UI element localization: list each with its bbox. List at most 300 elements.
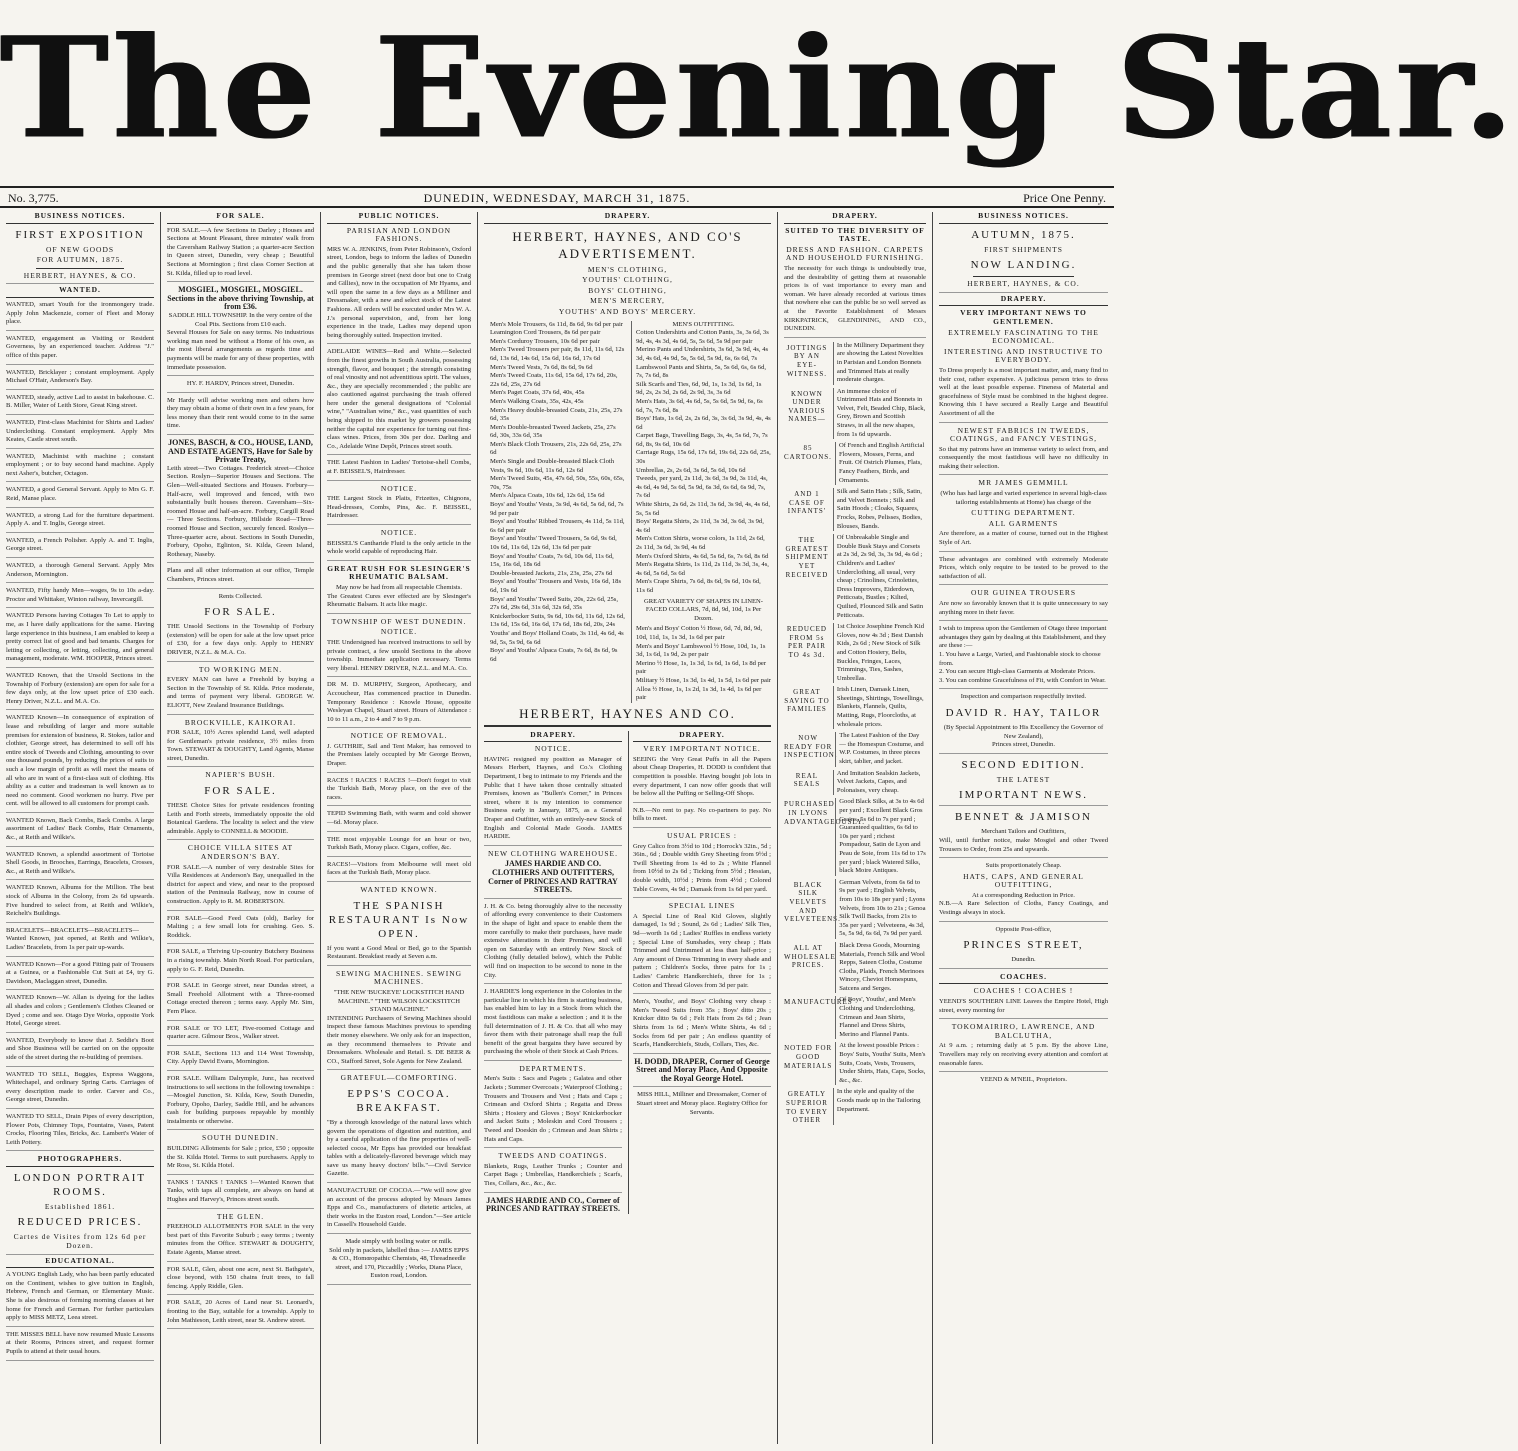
epps-cocoa: EPPS'S COCOA. BREAKFAST. xyxy=(347,1087,451,1114)
ad-heading: DEPARTMENTS. xyxy=(519,1063,587,1073)
ad: FOR SALE or TO LET, Five-roomed Cottage and quarter acre. Gilmour Bros., Walker street. xyxy=(167,1025,314,1046)
column-header: DRAPERY. xyxy=(484,731,622,743)
list-item: Merino ½ Hose, 1s, 1s 3d, 1s 6d, 1s 6d, 1s 8d per pair xyxy=(636,659,767,676)
list-item: Men's Black Cloth Trousers, 21s, 22s 6d, 25s, 27s 6d xyxy=(490,440,622,457)
row-text: And Imitation Sealskin Jackets, Velvet Jackets, Capes, and Polonaises, very cheap. xyxy=(833,770,926,796)
london-portrait-title: LONDON PORTRAIT ROOMS. xyxy=(13,1171,147,1198)
row xyxy=(784,770,926,796)
ad: A YOUNG English Lady, who has been partly educated on the Continent, wishes to give tuition in English, Hebrew, French and German, or Elementary Music. She is also desirous of forming morning classes at her home for French and German. For further particulars apply to MISS METZ, Leea street. xyxy=(6,1271,154,1327)
ad: WANTED, First-class Machinist for Shirts and Ladies' Underclothing. Constant employment. Apply Mrs Keates, Castle street south. xyxy=(6,419,154,449)
column-header: PUBLIC NOTICES. xyxy=(327,212,471,224)
row-text: Of French and English Artificial Flowers, Mosses, Ferns, and Fruit. Of Ostrich Plumes, Flats, Fancy Feathers, Birds, and Ornaments. xyxy=(835,442,926,485)
ad-heading: NOTICE. xyxy=(534,744,572,754)
column-business-notices-right xyxy=(932,212,1114,1444)
ad: RACES!—Visitors from Melbourne will meet old faces at the Turkish Bath, Moray place. xyxy=(327,861,471,882)
ad: FOR SALE.—A number of very desirable Sites for Villa Residences at Anderson's Bay, unequalled in the district for aspect and view, and near to the proposed station of the Peninsula Railway, now in course of construction. Apply to R. M. ROBERTSON. xyxy=(167,864,314,911)
ad-line: Opposite Post-office, xyxy=(995,925,1052,933)
column-header: DRAPERY. xyxy=(784,212,926,224)
row-text: 1st Choice Josephine French Kid Gloves, now 4s 3d ; Best Danish Kids, 2s 6d ; New Stock of Silk and Cotton Hosiery, Belts, Buckles, Fringes, Laces, Trimmings, Ties, Sashes, Umbrellas. xyxy=(833,623,926,683)
ad-heading: TOKOMAIRIRO, LAWRENCE, AND BALCLUTHA, xyxy=(951,1022,1096,1040)
london-cartes: Cartes de Visites from 12s 6d per Dozen. xyxy=(6,1233,154,1254)
ad-heading: MOSGIEL, MOSGIEL, MOSGIEL. Sections in the above thriving Township, at from £36. xyxy=(167,285,314,312)
ad-line: "THE NEW 'BUCKEYE' LOCKSTITCH HAND MACHINE." "THE WILSON LOCKSTITCH STAND MACHINE." xyxy=(333,988,465,1014)
ad: N.B.—No rent to pay. No co-partners to pay. No bills to meet. xyxy=(633,807,771,828)
autumn-sub: FIRST SHIPMENTS xyxy=(984,244,1063,254)
ad-line: Rents Collected. xyxy=(218,592,263,600)
ad: THE Unsold Sections in the Township of Forbury (extension) will be open for sale at the low upset price of £30, for a few days only. Apply to HENRY DRIVER, N.Z.L. & M.A. Co. xyxy=(167,623,314,661)
list-item: Men's Cotton Shirts, worse colors, 1s 11d, 2s 6d, 2s 11d, 3s 6d, 3s 9d, 4s 6d xyxy=(636,535,765,551)
ad: EVERY MAN can have a Freehold by buying a Section in the Township of St. Kilda. Price moderate, and terms of payment very liberal. GEORGE W. ELIOTT, New Zealand Insurance Buildings. xyxy=(167,676,314,714)
subtitle: MEN'S CLOTHING, xyxy=(587,264,668,274)
ad-heading: NOTICE. xyxy=(380,483,418,493)
ad: WANTED, Bricklayer ; constant employment. Apply Michael O'Hair, Anderson's Bay. xyxy=(6,369,154,390)
latest: THE LATEST xyxy=(996,774,1051,784)
ad: To Dress properly is a most important matter, and, many find to their cost, rather expensive. A judicious person tries to dress well at the least possible expense. Fineness of Material and gracefulness of Style must be combined in the highest degree. Knowing this I have secured a Really Large and Beautiful Assortment of all the xyxy=(939,367,1108,423)
ad: FREEHOLD ALLOTMENTS FOR SALE in the very best part of this Favorite Suburb ; easy terms ; twenty minutes from the Office. STEWART & DOUGHTY, Estate Agents, Manse street. xyxy=(167,1223,314,1261)
herbert-haynes-footer: HERBERT, HAYNES AND CO. xyxy=(484,707,771,727)
row xyxy=(784,879,926,939)
ad: DR M. D. MURPHY, Surgeon, Apothecary, and Accoucheur, Has commenced practice in Dunedin. Temporary Residence : Knowle House, opposite Wesleyan Chapel, Stuart street. Hours of Attendance : 10 to 11 a.m., 2 to 4 and 7 to 9 p.m. xyxy=(327,681,471,728)
ad: MRS W. A. JENKINS, from Peter Robinson's, Oxford street, London, begs to inform the ladies of Dunedin and the public generally that she has taken those premises in George street (next door but one to Craig and Gillies), now in the occupation of Mr Hyams, and will open the same in a few days as a Milliner and Dressmaker, with a new and select stock of the Latest Fashions. All orders will be executed under Mrs W. A. J.'s personal supervision, and, from her long experience in the trade, Ladies may depend upon being thoroughly suited. Inspection invited. xyxy=(327,246,471,345)
column-header: DRAPERY. xyxy=(484,212,771,224)
ad: TEPID Swimming Bath, with warm and cold shower—6d. Moray place. xyxy=(327,810,471,831)
ad: J. HARDIE'S long experience in the Colonies in the particular line in which his firm is starting business, has enabled him to lay in a Stock from which the most fastidious can make a selection ; and it is the full determination of J. H. & Co. that all who may favor them with their patronage shall reap the full benefit of the great bargains they have secured by purchasing the whole of their Stock at Cash Prices. xyxy=(484,988,622,1061)
row xyxy=(784,732,926,766)
ad-heading: SADDLE HILL TOWNSHIP. In the very centre of the Coal Pits. Sections from £10 each. xyxy=(168,311,313,328)
ad: WANTED, Machinist with machine ; constant employment ; or to buy second hand machine. Apply next Asher's, butcher, Octagon. xyxy=(6,453,154,483)
row-text: Silk and Satin Hats ; Silk, Satin, and Velvet Bonnets ; Silk and Satin Hoods ; Cloaks, Squares, Frocks, Robes, Pelisses, Bodies, Blouses, Bands. xyxy=(833,488,926,531)
row-text: Of Boys', Youths', and Men's Clothing and Underclothing, Crimean and Jean Shirts, Flannel and Dress Shirts, Merino and Flannel Pants. xyxy=(835,996,926,1039)
wanted-ads xyxy=(6,301,154,1151)
ad: J. H. & Co. being thoroughly alive to the necessity of affording every convenience to their Customers in the shape of light and space to enable them the more carefully to make their purchases, have made extensive alterations in their Premises, and will open on Saturday with an entirely New Stock of Clothing (fully detailed below), which the Public will find on inspection to be second to none in the City. xyxy=(484,903,622,984)
place-date: DUNEDIN, WEDNESDAY, MARCH 31, 1875. xyxy=(423,191,691,205)
ad: THE most enjoyable Lounge for an hour or two, Turkish Bath, Moray place. Cigars, coffee, &c. xyxy=(327,836,471,857)
list-item: Men's Hats, 3s 6d, 4s 6d, 5s, 5s 6d, 5s 9d, 6s, 6s 6d, 7s, 7s 6d, 8s xyxy=(636,397,763,414)
row-label: NOW READY FOR INSPECTION. xyxy=(784,734,838,760)
price: Price One Penny. xyxy=(1023,191,1106,205)
list-item: Men's Alpaca Coats, 10s 6d, 12s 6d, 15s 6d xyxy=(490,492,605,500)
ad: THESE Choice Sites for private residences fronting Leith and Forth streets, immediately opposite the old Botanical Gardens. The locality is select and the view admirable. Apply to CONNELL & MOODIE. xyxy=(167,802,314,840)
column-business-notices xyxy=(0,212,160,1444)
first-exposition-title: FIRST EXPOSITION xyxy=(15,228,145,241)
intro: The necessity for such things is undoubtedly true, and the desirability of getting them at reasonable prices is of vast importance to every man and woman. We have already recorded at various times that nowhere else can the public be so well served as at the Favorite Establishment of Messrs KIRKPATRICK, GLENDINING, AND CO., DUNEDIN. xyxy=(784,265,926,338)
section-header-wanted: WANTED. xyxy=(6,286,154,298)
ad: "By a thorough knowledge of the natural laws which govern the operations of digestion and nutrition, and by a careful application of the fine properties of well-selected cocoa, Mr Epps has provided our breakfast tables with a delicately-flavored beverage which may save us many heavy doctors' bills."—Civil Service Gazette. xyxy=(327,1119,471,1183)
ad-heading: COACHES ! COACHES ! xyxy=(973,986,1074,996)
ad: ADELAIDE WINES—Red and White.—Selected from the finest growths in South Australia, possessing strength, flavor, and bouquet ; the strength consisting of real vinosity and not adventitious spirit. The values, &c., they are specially recommended ; the public are also cautioned against purchasing the trash offered here under the general designations of "Colonial wine," "Australian wine," &c., vast quantities of such being shipped to this market by growers possessing neither the capital nor experience for turning out first-class wines. Prices, from 30s per doz. Darling and Co., Adelaide Wine Depôt, Princes street south. xyxy=(327,348,471,455)
ad: SEEING the Very Great Puffs in all the Papers about Cheap Draperies, H. DODD is confident that competition is possible. Having bought job lots in every department, I can now offer goods that will be below all the Puffing or Selling-Off Shops. xyxy=(633,756,771,803)
ad: Men's, Youths', and Boys' Clothing very cheap : Men's Tweed Suits from 35s ; Boys' ditto 20s ; Knicker ditto 9s 6d ; Felt Hats from 2s 6d ; Jean Shirts from 1s 6d ; Men's White Shirts, 4s 6d ; Socks from 6d per pair ; An endless quantity of Scarfs, Handkerchiefs, Studs, Collars, Ties, &c. xyxy=(633,998,771,1054)
ad-heading: TWEEDS AND COATINGS. xyxy=(498,1151,608,1161)
list-item: Men's Paget Coats, 37s 6d, 40s, 45s xyxy=(490,389,585,397)
row-label: KNOWN UNDER VARIOUS NAMES— xyxy=(788,389,826,424)
row-label: REAL SEALS xyxy=(793,771,821,789)
gemmill-heading: VERY IMPORTANT NEWS TO GENTLEMEN. xyxy=(960,308,1087,326)
ad-heading: JONES, BASCH, & CO., HOUSE, LAND, AND ESTATE AGENTS, Have for Sale by Private Treaty, xyxy=(168,438,313,465)
ad: WANTED Known—W. Allan is dyeing for the ladies all shades and colors ; Gentlemen's Clothes Cleaned or Dyed ; come and see. Otago Dye Works, opposite York Hotel, George street. xyxy=(6,994,154,1032)
gemmill-heading: CUTTING DEPARTMENT. xyxy=(971,508,1076,518)
ad: THE Undersigned has received instructions to sell by private contract, a few unsold Sections in the above township. Immediate application necessary. Terms very liberal. HENRY DRIVER, N.Z.L. and M.A. Co. xyxy=(327,639,471,677)
list-item: Military ½ Hose, 1s 3d, 1s 4d, 1s 5d, 1s 6d per pair xyxy=(636,676,771,684)
list-item: Carpet Bags, Travelling Bags, 3s, 4s, 5s 6d, 7s, 7s 6d, 8s, 9s 6d, 10s 6d xyxy=(636,432,768,448)
ad-line: Suits proportionately Cheap. xyxy=(985,862,1062,870)
column-header: BUSINESS NOTICES. xyxy=(939,212,1108,224)
list-item: 2. You can secure High-class Garments at Moderate Prices. xyxy=(939,668,1096,676)
ad-line: (By Special Appointment to His Excellency the Governor of New Zealand), xyxy=(943,723,1104,740)
list-item: Men's and Boys' Cotton ½ Hose, 6d, 7d, 8d, 9d, 10d, 11d, 1s, 1s 3d, 1s 6d per pair xyxy=(636,625,763,641)
list-item: White Shirts, 2s 6d, 2s 11d, 3s 6d, 3s 9d, 4s, 4s 6d, 5s, 5s 6d xyxy=(636,501,771,517)
list-item: Merino Pants and Undershirts, 3s 6d, 3s 9d, 4s, 4s 3d, 4s 6d, 4s 9d, 5s, 5s 6d, 5s 9d, 6s, 6s 6d, 7s xyxy=(636,346,769,362)
list-item: Boys' and Youths' Tweed Trousers, 5s 6d, 9s 6d, 10s 6d, 11s 6d, 12s 6d, 13s 6d per pair xyxy=(490,535,617,551)
subtitle: MEN'S MERCERY, xyxy=(590,296,665,306)
list-item: Lambswool Pants and Shirts, 5s, 5s 6d, 6s, 6s 6d, 7s, 7s 6d, 8s xyxy=(636,363,767,380)
list-item: Men's Tweed Suits, 45s, 47s 6d, 50s, 55s, 60s, 65s, 70s, 75s xyxy=(490,475,625,491)
ad: WANTED, Fifty handy Men—wages, 9s to 10s a-day. Proctor and Whittaker, Winton railway, Invercargill. xyxy=(6,587,154,608)
ad: Several Houses for Sale on easy terms. No industrious working man need be without a Home of his own, as the most liberal arrangements as regards time and payments will be made for any of these properties, with immediate possession. xyxy=(167,329,314,376)
list-item: Tweeds, per yard, 2s 11d, 3s 6d, 3s 9d, 3s 11d, 4s, 4s 6d, 4s 9d, 5s 6d, 5s 9d, 6s 3d, 6s 6d, 6s 9d, 7s, 7s 6d xyxy=(636,475,768,500)
ad-heading: GREAT RUSH FOR SLESINGER'S RHEUMATIC BALSAM. xyxy=(327,563,471,582)
dateline xyxy=(0,186,1114,208)
ad-heading: NOTICE OF REMOVAL. xyxy=(350,731,448,741)
row xyxy=(784,623,926,683)
ad: HAVING resigned my position as Manager of Messrs Herbert, Haynes, and Co.'s Clothing Department, I beg to intimate to my Friends and the Public that I have taken those centrally situated Premises, known as "Bullen's Corner," in Princes street, where it is my intention to commence Business early in January, 1875, as a General Draper and Outfitter, with an entirely-new Stock of English and Colonial Made Goods. JAMES HARDIE. xyxy=(484,756,622,846)
clothing-price-list xyxy=(484,321,625,703)
ad: Will, until further notice, make Mosgiel and other Tweed Trousers to Order, from 25s and upwards. xyxy=(939,837,1108,858)
row-text: Irish Linen, Damask Linen, Sheetings, Shirtings, Towellings, Blankets, Flannels, Quilts, Matting, Rugs, Floorcloths, at wholesale prices. xyxy=(833,686,926,729)
row xyxy=(784,686,926,729)
subtitle: YOUTHS' CLOTHING, xyxy=(582,275,673,285)
row-label: PURCHASED IN LYONS ADVANTAGEOUSLY. xyxy=(784,800,865,826)
row-text: An immense choice of Untrimmed Hats and Bonnets in Velvet, Felt, Beaded Chip, Black, Grey, Brown and Scottish Straws, in all the new shapes, from 1s 6d upwards. xyxy=(833,388,926,440)
ad-heading: NOTICE. xyxy=(380,627,418,637)
row xyxy=(784,942,926,994)
ad: THE MISSES BELL have now resumed Music Lessons at their Rooms, Princes street, and request former Pupils to attend at their usual hours. xyxy=(6,1331,154,1361)
row-text: In the Millinery Department they are showing the Latest Novelties in Parisian and London Bonnets and Trimmed Hats at really moderate charges. xyxy=(833,342,926,385)
ad-line: (Who has had large and varied experience in several high-class tailoring establishments at Home) has charge of the xyxy=(940,490,1107,506)
row-label: MANUFACTURES xyxy=(784,998,853,1007)
row-label: REDUCED FROM 5s PER PAIR TO 4s 3d. xyxy=(786,625,827,659)
ad-heading: NOTICE. xyxy=(380,528,418,537)
ad-heading: TO WORKING MEN. xyxy=(198,664,283,674)
ad-line: At a corresponding Reduction in Price. xyxy=(972,891,1075,899)
issue-number: No. 3,775. xyxy=(8,191,59,205)
ad: INTENDING Purchasers of Sewing Machines should inspect these famous Machines previous to spending their money elsewhere. We only ask for an inspection, as they recommend themselves to Private and Dressmakers. Wholesale and Retail. S. DE BEER & CO., Stafford Street, Sole Agents for New Zealand. xyxy=(327,1015,471,1071)
autumn-firm: HERBERT, HAYNES, & CO. xyxy=(939,280,1108,293)
ad: WANTED, steady, active Lad to assist in bakehouse. C. B. Miller, Water of Leith Store, Great King street. xyxy=(6,394,154,415)
important-news: IMPORTANT NEWS. xyxy=(939,788,1108,806)
first-exposition-firm: HERBERT, HAYNES, & CO. xyxy=(6,272,154,285)
list-item: Men's Oxford Shirts, 4s 6d, 5s 6d, 6s, 7s 6d, 8s 6d xyxy=(636,552,769,560)
gemmill-heading: NEWEST FABRICS IN TWEEDS, COATINGS, and FANCY VESTINGS, xyxy=(950,425,1097,444)
ad-heading: FOR SALE. xyxy=(204,606,277,619)
divider xyxy=(973,276,1074,277)
ad-line: Dunedin. xyxy=(939,956,1108,969)
ad: Leith street—Two Cottages. Frederick street—Choice Section. Roslyn—Superior Houses and Sections. The Glen—Well-situated Sections and Houses. Forbury—Half-acre, well improved and fenced, with two substantially built houses thereon. Caversham—Six-roomed House and half-an-acre. Forbury, Cargill Road — Three Sections. Forbury, Hillside Road—Three-roomed House and Section, securely fenced. Roslyn—Three-quarter acre, about. Sections in South Dunedin, Forbury, Opoho, Eglinton, St. Kilda, Green Island, Rothesay, Naseby. xyxy=(167,465,314,564)
first-exposition-sub: OF NEW GOODS xyxy=(45,244,115,254)
list-item: Umbrellas, 2s, 2s 6d, 3s 6d, 5s 6d, 10s 6d xyxy=(636,466,746,474)
row-label: THE GREATEST SHIPMENT YET RECEIVED xyxy=(785,536,829,579)
ad-line: Made simply with boiling water or milk. xyxy=(345,1238,453,1246)
list-item: Men's Single and Double-breasted Black Cloth Vests, 9s 6d, 10s 6d, 11s 6d, 12s 6d xyxy=(490,458,615,474)
ad: WANTED TO SELL, Drain Pipes of every description, Flower Pots, Chimney Tops, Fountains, Vases, Patent Crocks, Flooring Tiles, Bricks, &c. Lambert's Water of Leith Pottery. xyxy=(6,1113,154,1151)
list-item: Men's Crape Shirts, 7s 6d, 8s 6d, 9s 6d, 10s 6d, 11s 6d xyxy=(636,578,761,594)
ad: These advantages are combined with extremely Moderate Prices, which only require to be tested to be proved to the satisfaction of all. xyxy=(939,556,1108,586)
section-header-coaches: COACHES. xyxy=(939,973,1108,985)
row xyxy=(784,534,926,620)
list-item: Boys' Regatta Shirts, 2s 11d, 3s 3d, 3s 6d, 3s 9d, 4s 6d xyxy=(636,518,764,534)
lower-drapery xyxy=(484,731,771,1214)
autumn-title: AUTUMN, 1875. xyxy=(971,228,1076,241)
price-lists xyxy=(484,321,771,703)
ad: A Special Line of Real Kid Gloves, slightly damaged, 1s 9d ; Sound, 2s 6d ; Ladies' Silk Ties, 9d—worth 1s 6d ; Ladies' Ruffles in endless variety ; Special Line of Sunshades, very cheap ; Hats Trimmed and Untrimmed at less than half-price ; Any amount of Dress Trimming in every shade and pattern ; Children's Socks, three pairs for 1s ; Ladies' Cambric Handkerchiefs, three for 1s ; Cotton and Thread Gloves from 3d per pair. xyxy=(633,913,771,994)
gemmill-heading: INTERESTING AND INSTRUCTIVE TO EVERYBODY. xyxy=(943,346,1104,365)
masthead xyxy=(0,0,1518,180)
ad: FOR SALE, 10½ Acres splendid Land, well adapted for Gentleman's private residence, 3½ miles from Town. STEWART & DOUGHTY, Land Agents, Manse street, Dunedin. xyxy=(167,729,314,767)
suited-subtitle: DRESS AND FASHION. CARPETS AND HOUSEHOLD FURNISHING. xyxy=(785,244,925,263)
ad-heading: THE GLEN. xyxy=(216,1211,265,1221)
row-text: The Latest Fashion of the Day — the Homespun Costume, and W.P. Costumes, in three pieces skirt, tablier, and jacket. xyxy=(835,732,926,766)
ad-heading: H. DODD, DRAPER, Corner of George Street and Moray Place, And Opposite the Royal George Hotel. xyxy=(633,1058,771,1088)
row-label: 85 CARTOONS. xyxy=(784,444,832,461)
list-item: Boys' and Youths' Ribbed Trousers, 4s 11d, 5s 11d, 6s 6d per pair xyxy=(490,518,625,534)
ad-line: May now be had from all respectable Chemists. xyxy=(336,583,462,591)
list-item: Men's Mole Trousers, 6s 11d, 8s 6d, 9s 6d per pair xyxy=(490,320,624,328)
ad-heading: JAMES HARDIE AND CO. CLOTHIERS AND OUTFITTERS, Corner of PRINCES AND RATTRAY STREETS. xyxy=(484,860,622,898)
hardie-advertisement xyxy=(484,731,622,1214)
bennet-jamison: BENNET & JAMISON xyxy=(955,811,1092,824)
second-edition: SECOND EDITION. xyxy=(961,758,1086,771)
ad-heading: SPECIAL LINES xyxy=(668,901,736,911)
ad: WANTED, a strong Lad for the furniture department. Apply A. and T. Inglis, George street. xyxy=(6,512,154,533)
ad-line: Inspection and comparison respectfully invited. xyxy=(960,693,1087,701)
ad: BEISSEL'S Cantharide Fluid is the only article in the whole world capable of reproducing Hair. xyxy=(327,540,471,561)
section-header-drapery: DRAPERY. xyxy=(939,295,1108,307)
ad: Mr Hardy will advise working men and others how they may obtain a home of their own in a few years, for less money than their rent would come to in the same time. xyxy=(167,397,314,435)
ad-line: Merchant Tailors and Outfitters, xyxy=(981,828,1066,836)
ad: WANTED Known, a splendid assortment of Tortoise Shell Goods, in Brooches, Earrings, Bracelets, Crosses, &c., at Reith and Wilkie's. xyxy=(6,851,154,881)
ad-heading: FOR SALE. xyxy=(204,785,277,798)
subtitle: YOUTHS' AND BOYS' MERCERY. xyxy=(558,306,697,316)
ad-line: Princes street, Dunedin. xyxy=(939,741,1108,754)
first-exposition-season: FOR AUTUMN, 1875. xyxy=(36,255,124,265)
ad: FOR SALE, 20 Acres of Land near St. Leonard's, fronting to the Bay, suitable for a township. Apply to John Mathieson, Leith street, near St. Andrew street. xyxy=(167,1299,314,1329)
row-text: Black Dress Goods, Mourning Materials, French Silk and Wool Repps, Sateen Cloths, Costume Cloths, Plaids, French Merinoes Wincey, Cheviot Homespuns, Satcens and Serges. xyxy=(835,942,926,994)
ad-heading: CHOICE VILLA SITES AT ANDERSON'S BAY. xyxy=(187,843,294,862)
ad: BUILDING Allotments for Sale ; price, £50 ; opposite the St. Kilda Hotel. Terms to suit purchasers. Apply to Mr Ross, St. Kilda Hotel. xyxy=(167,1145,314,1175)
ad: YEEND'S SOUTHERN LINE Leaves the Empire Hotel, High street, every morning for xyxy=(939,998,1108,1019)
list-item: Men's Tweed Coats, 11s 6d, 15s 6d, 17s 6d, 20s, 22s 6d, 25s, 27s 6d xyxy=(490,372,618,388)
outfitting-price-list xyxy=(631,321,771,703)
collars-variety: GREAT VARIETY OF SHAPES IN LINEN-FACED COLLARS, 7d, 8d, 9d, 10d, 1s Per Dozen. xyxy=(644,597,763,622)
ad: I wish to impress upon the Gentlemen of Otago three important advantages they gain by dealing at this Establishment, and they are these :— xyxy=(939,625,1107,650)
ad: WANTED Known, Back Combs, Back Combs. A large assortment of Ladies' Back Combs, Hair Ornaments, &c., at Reith and Wilkie's. xyxy=(6,817,154,847)
ad: WANTED, a good General Servant. Apply to Mrs G. F. Reid, Manse place. xyxy=(6,486,154,507)
column-for-sale xyxy=(160,212,320,1444)
ad: So that my patrons have an immense variety to select from, and consequently the most fastidious will have no difficulty in making their selection. xyxy=(939,446,1108,476)
list-item: 1. You have a Large, Varied, and Fashionable stock to choose from. xyxy=(939,650,1101,667)
divider xyxy=(36,268,125,269)
newspaper-title: The Evening Star. xyxy=(0,7,1518,170)
list-item: Men's and Boys' Lambswool ½ Hose, 10d, 1s, 1s 3d, 1s 6d, 1s 9d, 2s per pair xyxy=(636,642,766,659)
row xyxy=(784,1042,926,1085)
london-reduced: REDUCED PRICES. xyxy=(17,1216,143,1229)
princes-street: PRINCES STREET, xyxy=(963,939,1084,952)
list-item: Boys' and Youths' Trousers and Vests, 16s 6d, 18s 6d, 19s 6d xyxy=(490,578,622,594)
list-item: Men's Tweed Trousers per pair, 8s 11d, 11s 6d, 12s 6d, 13s 6d, 14s 6d, 15s 6d, 16s 6d, 17s 6d xyxy=(490,346,625,362)
ad-heading: SOUTH DUNEDIN. xyxy=(202,1133,279,1143)
row-text: At the lowest possible Prices : Boys' Suits, Youths' Suits, Men's Suits, Coats, Vests, Trousers, Under Shirts, Hats, Caps, Socks, &c., &c. xyxy=(835,1042,926,1085)
ad: WANTED Known, that the Unsold Sections in the Township of Forbury (extension) are open for sale for a few days only, at the low upset price of £30 each. Henry Driver, N.Z.L. and M.A. Co. xyxy=(6,672,154,710)
ad: WANTED, smart Youth for the ironmongery trade. Apply John Mackenzie, corner of Fleet and Moray place. xyxy=(6,301,154,331)
section-header-photographers: PHOTOGRAPHERS. xyxy=(6,1155,154,1167)
row-label: ALL AT WHOLESALE PRICES. xyxy=(784,943,836,970)
ad: BRACELETS—BRACELETS—BRACELETS—Wanted Known, just opened, at Reith and Wilkie's, Ladies' Bracelets, from 1s per pair up-wards. xyxy=(6,927,154,957)
ad: THE Latest Fashion in Ladies' Tortoise-shell Combs, at F. BEISSEL'S, Hairdresser. xyxy=(327,459,471,480)
london-established: Established 1861. xyxy=(44,1201,116,1211)
row-text: Of Unbreakable Single and Double Busk Stays and Corsets at 2s 3d, 2s 9d, 3s, 3s 9d, 4s 6d ; Children's and Ladies' Underclothing, all usual, very cheap ; Crinolines, Crinolettes, Dress Improvers, Eiderdown, Petticoats, Bustles ; Kilted, Quilted, Flounced Silk and Satin Petticoats. xyxy=(833,534,926,620)
subtitle: BOYS' CLOTHING, xyxy=(588,285,667,295)
ad: FOR SALE, a Thriving Up-country Butchery Business in a rising township. Main North Road. For particulars, apply to G. F. Reid, Dunedin. xyxy=(167,948,314,978)
row xyxy=(784,798,926,875)
ad: WANTED Known—In consequence of expiration of lease and rebuilding of larger and more suitable premises for extension of business, R. Stokes, tailor and clothier, George street, has determined to sell off his entire stock of Tweeds and Clothing, amounting to over one thousand pounds, by reducing the prices of suits to such a low margin of profit as will meet the means of all who are in want of a first-class suit of clothing. His ability as a cutter and tradesman is well known as to need no comment. Good workmen no hurry. Five per cent. will be allowed to all customers for prompt cash. xyxy=(6,714,154,813)
row-text: In the style and quality of the Goods made up in the Tailoring Department. xyxy=(833,1088,926,1124)
ad: RACES ! RACES ! RACES !—Don't forget to visit the Turkish Bath, Moray place, on the eve of the races. xyxy=(327,777,471,807)
dodd-advertisement xyxy=(628,731,771,1214)
row xyxy=(784,388,926,440)
list-item: Men's Heavy double-breasted Coats, 21s, 25s, 27s 6d, 35s xyxy=(490,406,623,423)
list-item: Boys' and Youths' Tweed Suits, 20s, 22s 6d, 25s, 27s 6d, 29s 6d, 31s 6d, 32s 6d, 35s xyxy=(490,595,619,612)
herbert-haynes-title: HERBERT, HAYNES, AND CO'S ADVERTISEMENT. xyxy=(512,228,743,261)
ad-signature: HY. F. HARDY, Princes street, Dunedin. xyxy=(167,380,314,393)
column-header: DRAPERY. xyxy=(633,731,771,743)
ad-heading: NEW CLOTHING WAREHOUSE. xyxy=(487,848,618,858)
section-header-educational: EDUCATIONAL. xyxy=(6,1257,154,1269)
row xyxy=(784,442,926,485)
list-item: Men's Regatta Shirts, 1s 11d, 2s 11d, 3s 3d, 3s, 4s, 4s 6d, 5s 6d, 5s 6d xyxy=(636,561,769,577)
row xyxy=(784,488,926,531)
suited-title: SUITED TO THE DIVERSITY OF TASTE. xyxy=(785,225,925,244)
ad: MANUFACTURE OF COCOA.—"We will now give an account of the process adopted by Messrs James Epps and Co., manufacturers of dietetic articles, at their works in the Euston road, London."—See article in Cassell's Household Guide. xyxy=(327,1187,471,1234)
ad: Grey Calico from 3½d to 10d ; Horrock's 32in., 5d ; 36in., 6d ; Double width Grey Sheeting from 9½d ; Twill Sheeting from 1s 4d to 2s ; White Flannel from 10½d to 2s 6d ; Ticking from 5½d ; Hessian, double width, 10½d ; Prints from 4½d ; Colored Table Covers, 4s 9d ; Damask from 1s 6d per yard. xyxy=(633,843,771,899)
row-label: GREATLY SUPERIOR TO EVERY OTHER xyxy=(785,1090,828,1125)
ad: WANTED TO SELL, Buggies, Express Waggons, Whitechapel, and ordinary Spring Carts. Carriages of every description made to order. Carver and Co., George street, Dunedin. xyxy=(6,1071,154,1109)
list-item: 3. You can combine Gracefulness of Fit, with Comfort in Wear. xyxy=(939,677,1108,690)
row xyxy=(784,996,926,1039)
david-hay: DAVID R. HAY, TAILOR xyxy=(945,706,1102,719)
ad: TANKS ! TANKS ! TANKS !—Wanted Known that Tanks, with taps all complete, are always on hand at Hughes and Harvey's, Princes street south. xyxy=(167,1179,314,1209)
list-item: Boys' Hats, 1s 6d, 2s, 2s 6d, 3s, 3s 6d, 3s 9d, 4s, 4s 6d xyxy=(636,415,771,431)
ad-heading: TOWNSHIP OF WEST DUNEDIN. xyxy=(331,616,467,626)
row-label: JOTTINGS BY AN EYE-WITNESS. xyxy=(786,343,828,378)
ad: Sold only in packets, labelled thus :— JAMES EPPS & CO., Homœopathic Chemists, 48, Threadneedle street, and 170, Piccadilly ; Works, Diana Place, Euston road, London. xyxy=(327,1247,471,1285)
row xyxy=(784,1088,926,1124)
row-label: GREAT SAVING TO FAMILIES xyxy=(784,688,830,714)
ad-heading: VERY IMPORTANT NOTICE. xyxy=(643,744,761,754)
ad: WANTED, a French Polisher. Apply A. and T. Inglis, George street. xyxy=(6,537,154,558)
ad: If you want a Good Meal or Bed, go to the Spanish Restaurant. Breakfast ready at Seven a.m. xyxy=(327,945,471,966)
ad-heading: HATS, CAPS, AND GENERAL OUTFITTING, xyxy=(963,871,1084,890)
ad-heading: USUAL PRICES : xyxy=(667,831,737,841)
ad-heading: BROCKVILLE, KAIKORAI. xyxy=(184,717,297,727)
ad-heading: WANTED KNOWN. xyxy=(360,885,438,894)
row-label: AND 1 CASE OF INFANTS' xyxy=(787,490,827,516)
ad-heading: NAPIER'S BUSH. xyxy=(205,770,276,780)
ad: Men's Suits : Sacs and Pagets ; Galatea and other Jackets ; Summer Overcoats ; Waterproof Clothing ; Trousers and Trousers and Vest ; Hats and Caps ; Crimean and Oxford Shirts ; Regatta and Dress Shirts ; Hosiery and Gloves ; Boys' Knickerbocker and Jacket Suits ; Moleskin and Cord Trousers ; Tweed and Doeskin do ; Crimean and Jean Shirts ; Hats and Caps. xyxy=(484,1075,622,1148)
ad: WANTED, a thorough General Servant. Apply Mrs Anderson, Mornington. xyxy=(6,562,154,583)
gemmill-heading: ALL GARMENTS xyxy=(988,518,1059,528)
column-drapery-herbert-haynes xyxy=(477,212,777,1444)
row-text: German Velvets, from 6s 6d to 9s per yard ; English Velvets, from 10s to 18s per yard ; Lyons Velvets, from 10s to 21s ; Genoa Silk Twill Backs, from 21s to 35s per yard ; Velveteens, 4s 3d, 5s, 5s 9d, 6s 6d, 7s 9d per yard. xyxy=(835,879,926,939)
ad: Are now so favorably known that it is quite unnecessary to say anything more in their favor. xyxy=(939,600,1108,621)
list-item: Double-breasted Jackets, 21s, 23s, 25s, 27s 6d xyxy=(490,569,613,577)
ad: FOR SALE.—A few Sections in Darley ; Houses and Sections at Mount Pleasant, three minutes' walk from the Caversham Railway Station ; a quarter-acre Section in Queen street, Dunedin, very cheap ; Beautiful Sections at Mornington ; first class Corner Section at St. Kilda, filled up to road level. xyxy=(167,227,314,283)
list-item: Boys' and Youths' Vests, 3s 9d, 4s 6d, 5s 6d, 6d, 7s 9d per pair xyxy=(490,501,624,517)
ad-heading: JAMES HARDIE AND CO., Corner of PRINCES AND RATTRAY STREETS. xyxy=(486,1195,620,1214)
ad: THE Largest Stock in Plaits, Frizettes, Chignons, Head-dresses, Combs, Pins, &c. F. BEISSEL, Hairdresser. xyxy=(327,495,471,525)
ad: Blankets, Rugs, Leather Trunks ; Counter and Carpet Bags ; Umbrellas, Handkerchiefs ; Scarfs, Ties, Collars, &c., &c., &c. xyxy=(484,1163,622,1193)
list-item: Men's Corduroy Trousers, 10s 6d per pair xyxy=(490,337,600,345)
ad: J. GUTHRIE, Sail and Tent Maker, has removed to the Premises lately occupied by Mr George Brown, Draper. xyxy=(327,743,471,773)
ad: WANTED Known—For a good Fitting pair of Trousers at a Guinea, or a Fashionable Cut Suit at £4, try G. Davidson, Maclaggan street, Dunedin. xyxy=(6,961,154,991)
ad: WANTED Known, Albums for the Million. The best stock of Albums in the Colony, from 2s 6d upwards. Five hundred to select from, at Reith and Wilkie's, Reichelt's Buildings. xyxy=(6,884,154,922)
ad: WANTED, Everybody to know that J. Seddie's Boot and Shoe Business will be carried on on the opposite side of the street during the re-building of premises. xyxy=(6,1037,154,1067)
ad: FOR SALE, Sections 113 and 114 West Township, City. Apply David Evans, Mornington. xyxy=(167,1050,314,1071)
ad: The Greatest Cures ever effected are by Slesinger's Rheumatic Balsam. It acts like magic. xyxy=(327,593,471,614)
list-item: Youths' and Boys' Holland Coats, 3s 11d, 4s 6d, 4s 9d, 5s, 5s 9d, 6s 6d xyxy=(490,629,624,646)
ad: FOR SALE, Glen, about one acre, next St. Bathgate's, close beyond, with 150 chains fruit trees, to fall fencing. Apply Riddle, Glen. xyxy=(167,1266,314,1296)
autumn-landing: NOW LANDING. xyxy=(970,259,1077,272)
list-item: Men's Tweed Vests, 7s 6d, 8s 6d, 9s 6d xyxy=(490,363,593,371)
spanish-restaurant: THE SPANISH RESTAURANT Is Now OPEN. xyxy=(328,899,470,940)
list-item: Men's Walking Coats, 35s, 42s, 45s xyxy=(490,397,584,405)
list-item: Knickerbocker Suits, 9s 6d, 10s 6d, 11s 6d, 12s 6d, 13s 6d, 15s 6d, 16s 6d, 17s 6d, 18s 6d, 20s, 24s xyxy=(490,612,625,629)
ad-signature: YEEND & M'NEIL, Proprietors. xyxy=(979,1076,1068,1084)
list-item: Alloa ½ Hose, 1s, 1s 2d, 1s 3d, 1s 4d, 1s 6d per pair xyxy=(636,685,762,702)
list-item: Carriage Rugs, 15s 6d, 17s 6d, 19s 6d, 22s 6d, 25s, 30s xyxy=(636,449,771,466)
ad: Are therefore, as a matter of course, turned out in the Highest Style of Art. xyxy=(939,530,1108,551)
column-header: BUSINESS NOTICES. xyxy=(6,212,154,224)
list-item: Boys' and Youths' Alpaca Coats, 7s 6d, 8s 6d, 9s 6d xyxy=(490,647,618,663)
ad: At 9 a.m. ; returning daily at 5 p.m. By the above Line, Travellers may rely on receiving every attention and comfort at reasonable fares. xyxy=(939,1042,1108,1072)
list-item: Leamington Cord Trousers, 8s 6d per pair xyxy=(490,329,601,337)
ad: FOR SALE. William Dalrymple, Junr., has received instructions to sell sections in the following townships :—Mosgiel Junction, St. Kilda, Kew, South Dunedin, Forbury, Opoho, Darley, Saddle Hill, and he advances cash for building purposes repayable by monthly instalments or otherwise. xyxy=(167,1075,314,1131)
column-drapery-kirkpatrick xyxy=(777,212,932,1444)
ad: MISS HILL, Milliner and Dressmaker, Corner of Stuart street and Moray place. Registry Office for Servants. xyxy=(636,1091,768,1116)
gemmill-heading: MR JAMES GEMMILL xyxy=(978,478,1069,488)
gemmill-heading: EXTREMELY FASCINATING TO THE ECONOMICAL. xyxy=(948,327,1099,346)
ad-heading: GRATEFUL—COMFORTING. xyxy=(340,1073,458,1083)
ad: WANTED, engagement as Visiting or Resident Governess, by an experienced teacher. Address "J." office of this paper. xyxy=(6,335,154,365)
ad: FOR SALE in George street, near Dundas street, a Small Freehold Allotment with a Three-roomed Cottage erected thereon ; terms easy. Apply Mr. Sim, Fern Place. xyxy=(167,982,314,1020)
list-item: Boys' and Youths' Coats, 7s 6d, 10s 6d, 11s 6d, 15s, 16s 6d, 18s 6d xyxy=(490,552,614,569)
ad: N.B.—A Rare Selection of Cloths, Fancy Coatings, and Vestings always in stock. xyxy=(939,900,1108,921)
ad: FOR SALE—Good Feed Oats (old), Barley for Malting ; a few small lots for crushing. Geo. S. Roddick. xyxy=(167,915,314,945)
column-header: FOR SALE. xyxy=(167,212,314,224)
outfitting-header: MEN'S OUTFITTING. xyxy=(672,320,735,328)
ad-heading: PARISIAN AND LONDON FASHIONS. xyxy=(346,225,452,244)
ad: WANTED Persons having Cottages To Let to apply to me, as I have daily applications for the same. Having large experience in this business, I am enabled to keep a pretty correct list of good and bad tenants. Charges for letting or collecting, or letting, collecting, and general management, moderate. WM. HOOPER, Princes street. xyxy=(6,612,154,668)
ad-heading: SEWING MACHINES. SEWING MACHINES. xyxy=(335,968,463,987)
list-item: Silk Scarfs and Ties, 6d, 9d, 1s, 1s 3d, 1s 6d, 1s 9d, 2s, 2s 3d, 2s 6d, 2s 9d, 3s, 3s 6d xyxy=(636,380,762,397)
row-label: NOTED FOR GOOD MATERIALS xyxy=(784,1044,833,1070)
row xyxy=(784,342,926,385)
column-public-notices xyxy=(320,212,477,1444)
ad: Plans and all other information at our office, Temple Chambers, Princes street. xyxy=(167,567,314,588)
list-item: Cotton Undershirts and Cotton Pants, 3s, 3s 6d, 3s 9d, 4s, 4s 3d, 4s 6d, 5s, 5s 6d, 5s 9d per pair xyxy=(636,329,769,345)
row-label: BLACK SILK VELVETS AND VELVETEENS. xyxy=(784,880,841,924)
list-item: Men's Double-breasted Tweed Jackets, 25s, 27s 6d, 30s, 33s 6d, 35s xyxy=(490,423,616,440)
row-text: Good Black Silks, at 3s to 4s 6d per yard ; Excellent Black Gros Grains, 5s 6d to 7s per yard ; Guaranteed qualities, 6s 6d to 10s per yard ; richest Pompadour, Satin de Lyon and Peau de Soie, from 11s 6d to 17s per yard ; black Watered Silks, black Moire Antiques. xyxy=(835,798,926,875)
